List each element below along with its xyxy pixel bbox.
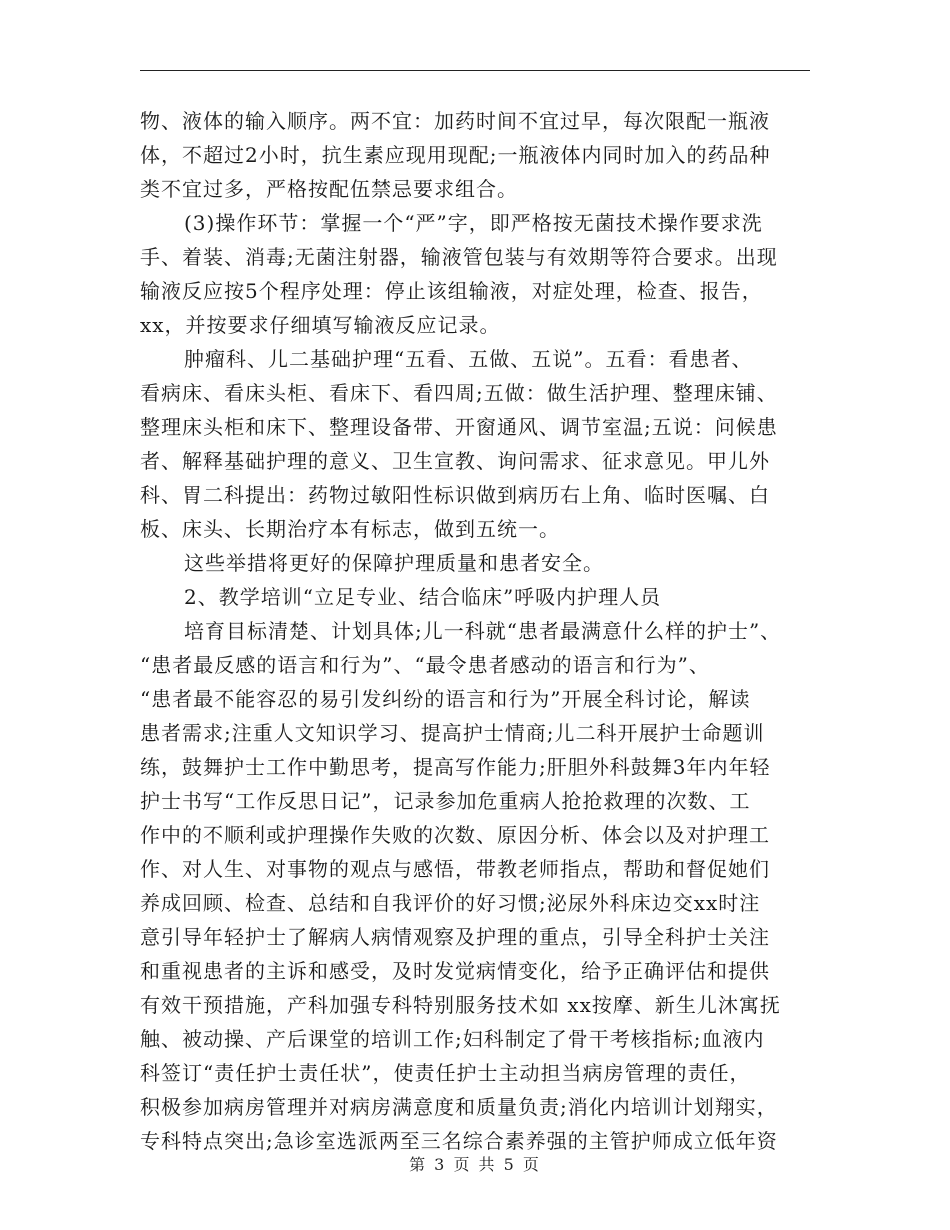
text-line: “患者最不能容忍的易引发纠纷的语言和行为”开展全科讨论，解读 [140, 687, 751, 711]
text-line: 输液反应按5个程序处理：停止该组输液，对症处理，检查、报告， [140, 279, 763, 303]
text-line: 练，鼓舞护士工作中勤思考，提高写作能力;肝胆外科鼓舞3年内年轻 [140, 755, 771, 779]
text-line: 肿瘤科、儿二基础护理“五看、五做、五说”。五看：看患者、 [184, 347, 753, 371]
text-line: 科签订“责任护士责任状”，使责任护士主动担当病房管理的责任， [140, 1061, 751, 1085]
text-line: 触、被动操、产后课堂的培训工作;妇科制定了骨干考核指标;血液内 [140, 1027, 765, 1051]
text-line: 物、液体的输入顺序。两不宜：加药时间不宜过早，每次限配一瓶液 [140, 109, 770, 133]
text-line: 有效干预措施，产科加强专科特别服务技术如 xx按摩、新生儿沐寓抚 [140, 993, 781, 1017]
section-heading: 2、教学培训“立足专业、结合临床”呼吸内护理人员 [184, 585, 662, 609]
text-line: 积极参加病房管理并对病房满意度和质量负责;消化内培训计划翔实， [140, 1095, 778, 1119]
text-line: 专科特点突出;急诊室选派两至三名综合素养强的主管护师成立低年资 [140, 1129, 778, 1153]
text-line: 板、床头、长期治疗本有标志，做到五统一。 [140, 517, 560, 541]
header-rule [140, 70, 810, 71]
text-line: 养成回顾、检查、总结和自我评价的好习惯;泌尿外科床边交xx时注 [140, 891, 761, 915]
text-line: xx，并按要求仔细填写输液反应记录。 [140, 313, 501, 337]
text-line: (3)操作环节：掌握一个“严”字，即严格按无菌技术操作要求洗 [184, 211, 763, 235]
page-number-footer: 第 3 页 共 5 页 [409, 1155, 541, 1174]
text-line: “患者最反感的语言和行为”、“最令患者感动的语言和行为”、 [140, 653, 710, 677]
text-line: 患者需求;注重人文知识学习、提高护士情商;儿二科开展护士命题训 [140, 721, 765, 745]
text-line: 类不宜过多，严格按配伍禁忌要求组合。 [140, 177, 518, 201]
text-line: 作、对人生、对事物的观点与感悟，带教老师指点，帮助和督促她们 [140, 857, 770, 881]
text-line: 作中的不顺利或护理操作失败的次数、原因分析、体会以及对护理工 [140, 823, 770, 847]
text-line: 培育目标清楚、计划具体;儿一科就“患者最满意什么样的护士”、 [184, 619, 782, 643]
text-line: 这些举措将更好的保障护理质量和患者安全。 [184, 551, 604, 575]
text-line: 整理床头柜和床下、整理设备带、开窗通风、调节室温;五说：问候患 [140, 415, 778, 439]
text-line: 看病床、看床头柜、看床下、看四周;五做：做生活护理、整理床铺、 [140, 381, 778, 405]
document-body [140, 104, 820, 1158]
text-line: 护士书写“工作反思日记”，记录参加危重病人抢抢救理的次数、工 [140, 789, 751, 813]
text-line: 科、胃二科提出：药物过敏阳性标识做到病历右上角、临时医嘱、白 [140, 483, 770, 507]
text-line: 者、解释基础护理的意义、卫生宣教、询问需求、征求意见。甲儿外 [140, 449, 770, 473]
text-line: 和重视患者的主诉和感受，及时发觉病情变化，给予正确评估和提供 [140, 959, 770, 983]
text-line: 手、着装、消毒;无菌注射器，输液管包装与有效期等符合要求。出现 [140, 245, 778, 269]
text-line: 体，不超过2小时，抗生素应现用现配;一瓶液体内同时加入的药品种 [140, 143, 771, 167]
text-line: 意引导年轻护士了解病人病情观察及护理的重点，引导全科护士关注 [140, 925, 770, 949]
